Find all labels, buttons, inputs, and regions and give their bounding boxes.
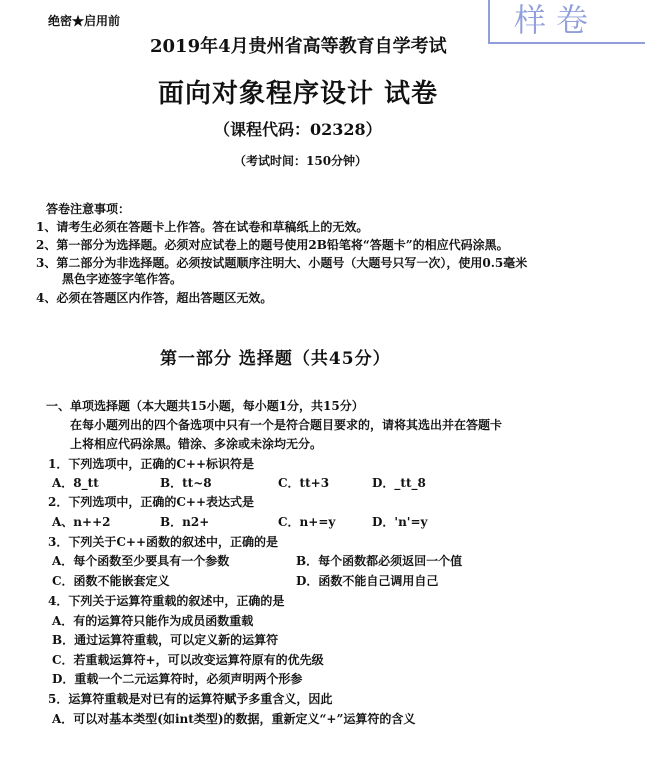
q2-option-d: D．'n'=y	[372, 515, 428, 529]
notice-item-3: 3、第二部分为非选择题。必须按试题顺序注明大、小题号（大题号只写一次），使用0.5毫米	[36, 256, 528, 270]
q1-option-d: D．_tt_8	[372, 476, 426, 490]
subject-title: 面向对象程序设计 试卷	[158, 79, 439, 109]
confidential-label: 绝密★启用前	[48, 14, 121, 28]
q4-option-b: B．通过运算符重载，可以定义新的运算符	[52, 633, 279, 647]
q4-option-c: C．若重载运算符+，可以改变运算符原有的优先级	[52, 653, 324, 667]
q1-option-b: B．tt~8	[160, 476, 212, 490]
section-title: 第一部分 选择题（共45分）	[160, 349, 391, 369]
q4-option-d: D．重载一个二元运算符时，必须声明两个形参	[52, 672, 303, 686]
q5-option-a: A．可以对基本类型(如int类型)的数据，重新定义“+”运算符的含义	[52, 712, 416, 726]
course-code: （课程代码：02328）	[214, 120, 382, 139]
question-4-stem: 4．下列关于运算符重载的叙述中，正确的是	[48, 594, 285, 608]
question-2-stem: 2．下列选项中，正确的C++表达式是	[48, 495, 255, 509]
instruction-line-2: 上将相应代码涂黑。错涂、多涂或未涂均无分。	[70, 437, 323, 451]
question-5-stem: 5．运算符重载是对已有的运算符赋予多重含义，因此	[48, 692, 333, 706]
q2-option-c: C．n+=y	[278, 515, 336, 529]
notice-item-2: 2、第一部分为选择题。必须对应试卷上的题号使用2B铅笔将“答题卡”的相应代码涂黑。	[36, 238, 509, 252]
notice-item-1: 1、请考生必须在答题卡上作答。答在试卷和草稿纸上的无效。	[36, 220, 369, 234]
q3-option-d: D．函数不能自己调用自己	[296, 574, 439, 588]
question-3-stem: 3．下列关于C++函数的叙述中，正确的是	[48, 535, 279, 549]
notice-heading: 答卷注意事项：	[46, 202, 131, 216]
q4-option-a: A．有的运算符只能作为成员函数重载	[52, 614, 254, 628]
exam-time: （考试时间：150分钟）	[234, 154, 368, 168]
notice-item-3-cont: 黑色字迹签字笔作答。	[62, 272, 183, 286]
q2-option-b: B．n2+	[160, 515, 210, 529]
q1-option-c: C．tt+3	[278, 476, 330, 490]
q1-option-a: A．8_tt	[52, 476, 99, 490]
notice-item-4: 4、必须在答题区内作答，超出答题区无效。	[36, 291, 273, 305]
q3-option-a: A．每个函数至少要具有一个参数	[52, 554, 230, 568]
q2-option-a: A、n++2	[52, 515, 111, 529]
exam-title: 2019年4月贵州省高等教育自学考试	[150, 36, 447, 57]
question-1-stem: 1．下列选项中，正确的C++标识符是	[48, 457, 255, 471]
sample-stamp: 样卷	[488, 0, 645, 44]
q3-option-c: C．函数不能嵌套定义	[52, 574, 170, 588]
part-heading: 一、单项选择题（本大题共15小题，每小题1分，共15分）	[46, 399, 364, 413]
q3-option-b: B．每个函数都必须返回一个值	[296, 554, 463, 568]
instruction-line-1: 在每小题列出的四个备选项中只有一个是符合题目要求的，请将其选出并在答题卡	[70, 418, 503, 432]
